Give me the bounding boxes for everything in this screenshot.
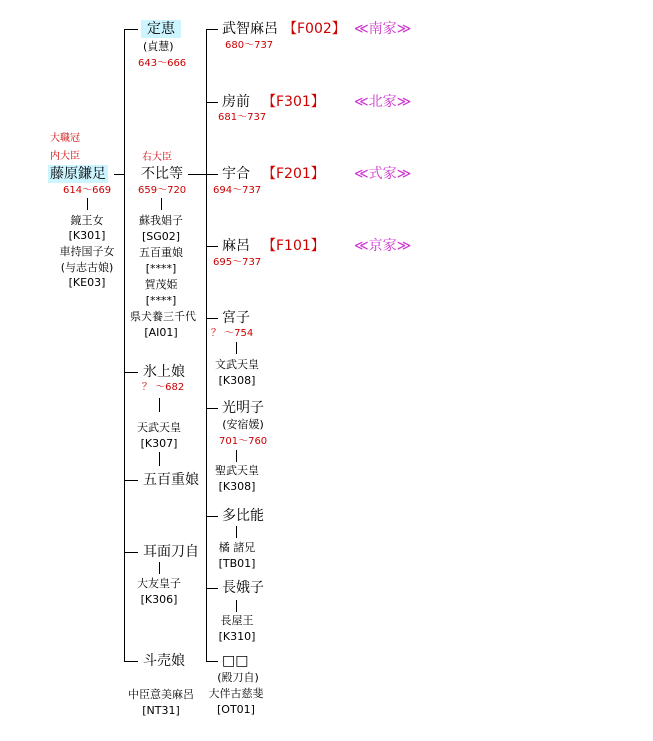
- spouse-name: 文武天皇: [215, 358, 259, 371]
- person-dates: ？ ～754: [211, 328, 254, 339]
- person-dates: 643～666: [138, 58, 187, 69]
- gen2-trunk-line: [124, 29, 125, 661]
- spouse-name: 大友皇子: [137, 577, 181, 590]
- connector-line: [206, 102, 218, 103]
- house-link-shikike[interactable]: ≪式家≫: [354, 166, 412, 182]
- person-code-link[interactable]: 【F201】: [262, 166, 325, 182]
- spouse-code: [SG02]: [141, 230, 181, 243]
- connector-line: [124, 372, 138, 373]
- person-name-maro[interactable]: 麻呂: [222, 238, 250, 254]
- spouse-code: [TB01]: [218, 557, 256, 570]
- spouse-name: 蘇我娼子: [139, 214, 183, 227]
- spouse-alt-name: (与志古娘): [60, 261, 114, 274]
- spouse-code: [KE03]: [68, 276, 106, 289]
- connector-line: [206, 246, 218, 247]
- house-link-nanke[interactable]: ≪南家≫: [354, 21, 412, 37]
- person-dates: 701～760: [219, 436, 268, 447]
- spouse-code: [K308]: [218, 480, 256, 493]
- spouse-code: [OT01]: [217, 703, 255, 716]
- spouse-code: [K301]: [68, 229, 106, 242]
- spouse-name: 橘 諸兄: [218, 541, 256, 554]
- spouse-code: [K310]: [218, 630, 256, 643]
- connector-line: [124, 29, 138, 30]
- connector-line: [206, 516, 218, 517]
- root-title-2: 内大臣: [50, 151, 80, 162]
- spouse-line: [236, 600, 237, 612]
- person-code-link[interactable]: 【F301】: [262, 94, 325, 110]
- spouse-line: [236, 450, 237, 462]
- connector-line: [206, 408, 218, 409]
- person-dates: 659～720: [138, 185, 187, 196]
- person-name-unknown[interactable]: □□: [222, 653, 249, 669]
- spouse-name: 中臣意美麻呂: [128, 688, 194, 701]
- person-name-fuhito[interactable]: 不比等: [141, 166, 183, 182]
- house-link-kyoke[interactable]: ≪京家≫: [354, 238, 412, 254]
- spouse-name: 賀茂姫: [144, 278, 178, 291]
- person-name-muchimaro[interactable]: 武智麻呂: [222, 21, 278, 37]
- spouse-line: [159, 562, 160, 574]
- person-name-komyoshi[interactable]: 光明子: [222, 400, 264, 416]
- root-title-1: 大職冠: [50, 133, 80, 144]
- spouse-name: 聖武天皇: [215, 464, 259, 477]
- connector-line: [188, 174, 206, 175]
- spouse-line: [161, 198, 162, 210]
- spouse-name: 天武天皇: [137, 421, 181, 434]
- root-dates: 614～669: [63, 185, 112, 196]
- spouse-line: [159, 398, 160, 412]
- connector-line: [124, 480, 138, 481]
- person-dates: 695～737: [213, 257, 262, 268]
- person-name-mimito[interactable]: 耳面刀自: [143, 544, 199, 560]
- spouse-code: [K306]: [140, 593, 178, 606]
- spouse-name: 県犬養三千代: [130, 310, 196, 323]
- person-name-nagako[interactable]: 長娥子: [222, 580, 264, 596]
- spouse-name: 長屋王: [220, 614, 254, 627]
- root-person-name[interactable]: 藤原鎌足: [50, 166, 106, 182]
- gen3-trunk-line: [206, 29, 207, 661]
- person-title: 右大臣: [142, 152, 172, 163]
- person-alt-name: (貞慧): [143, 40, 174, 53]
- spouse-code: [K308]: [218, 374, 256, 387]
- connector-line: [114, 174, 124, 175]
- spouse-name: 五百重娘: [139, 246, 183, 259]
- connector-line: [124, 661, 138, 662]
- person-name-umakai[interactable]: 宇合: [222, 166, 250, 182]
- person-name-tonome[interactable]: 斗売娘: [143, 653, 185, 669]
- spouse-code: [K307]: [140, 437, 178, 450]
- connector-line: [206, 588, 218, 589]
- person-dates: ？ ～682: [142, 382, 185, 393]
- spouse-code: [****]: [145, 294, 177, 307]
- house-link-hokke[interactable]: ≪北家≫: [354, 94, 412, 110]
- person-alt-name: (安宿媛): [222, 418, 264, 431]
- spouse-name: 車持国子女: [59, 245, 115, 258]
- person-name-tahino[interactable]: 多比能: [222, 508, 264, 524]
- spouse-line: [236, 526, 237, 538]
- person-dates: 681～737: [218, 112, 267, 123]
- person-name-miyako[interactable]: 宮子: [222, 310, 250, 326]
- person-code-link[interactable]: 【F101】: [262, 238, 325, 254]
- person-name-hikami[interactable]: 氷上娘: [143, 364, 185, 380]
- person-alt-name: (殿刀自): [217, 671, 259, 684]
- spouse-line: [159, 452, 160, 466]
- connector-line: [206, 174, 218, 175]
- spouse-code: [****]: [145, 262, 177, 275]
- spouse-code: [NT31]: [142, 704, 180, 717]
- connector-line: [206, 661, 218, 662]
- person-name-ioe[interactable]: 五百重娘: [143, 472, 199, 488]
- connector-line: [206, 29, 218, 30]
- person-code-link[interactable]: 【F002】: [283, 21, 346, 37]
- spouse-name: 大伴古慈斐: [208, 687, 264, 700]
- person-dates: 680～737: [225, 40, 274, 51]
- person-name-joe[interactable]: 定恵: [141, 20, 181, 38]
- connector-line: [124, 552, 138, 553]
- spouse-line: [87, 198, 88, 210]
- spouse-code: [AI01]: [144, 326, 178, 339]
- person-name-fusasaki[interactable]: 房前: [222, 94, 250, 110]
- connector-line: [206, 318, 218, 319]
- person-dates: 694～737: [213, 185, 262, 196]
- spouse-line: [236, 342, 237, 354]
- spouse-name: 鏡王女: [70, 214, 104, 227]
